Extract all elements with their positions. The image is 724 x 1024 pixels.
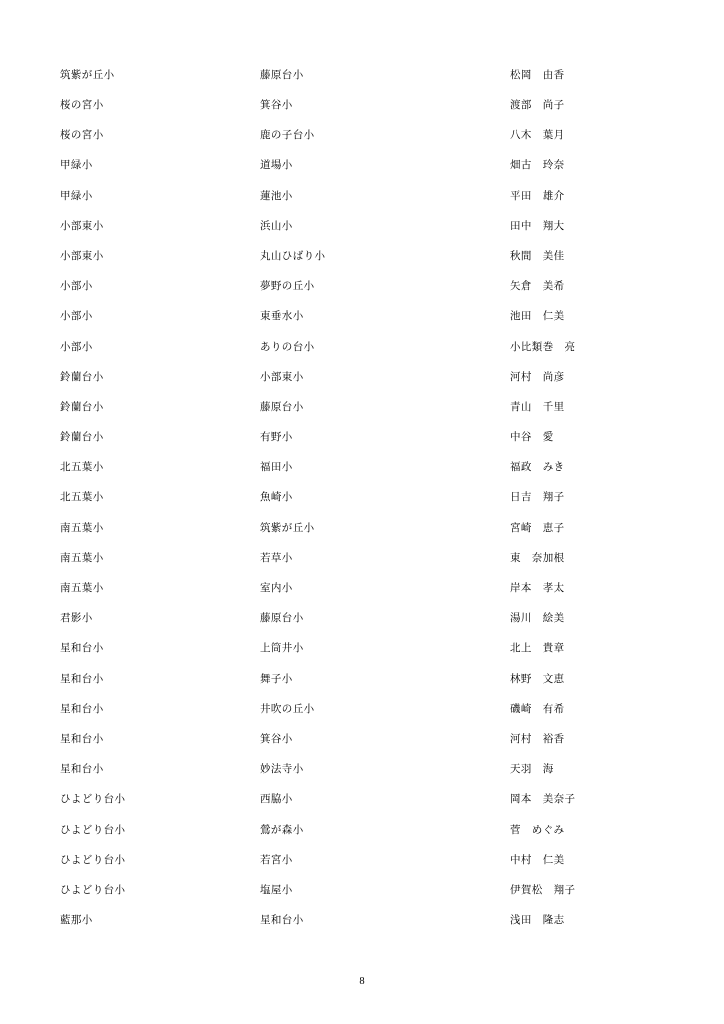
cell-name: 福政 みき [510, 461, 565, 474]
cell-school-b: 東垂水小 [260, 310, 304, 323]
cell-school-a: 星和台小 [60, 763, 104, 776]
table-row [60, 452, 664, 482]
roster-table-body [60, 60, 664, 935]
table-row [60, 151, 664, 181]
table-row [60, 362, 664, 392]
cell-school-a: 筑紫が丘小 [60, 68, 115, 81]
cell-school-a: 君影小 [60, 612, 93, 625]
cell-school-a: 甲緑小 [60, 159, 93, 172]
table-row [60, 241, 664, 271]
cell-name: 岡本 美奈子 [510, 793, 576, 806]
cell-name: 中村 仁美 [510, 853, 565, 866]
cell-school-b: 箕谷小 [260, 732, 293, 745]
table-row [60, 422, 664, 452]
cell-school-b: 夢野の丘小 [260, 280, 315, 293]
cell-school-b: 星和台小 [260, 914, 304, 927]
cell-name: 八木 葉月 [510, 129, 565, 142]
table-row [60, 785, 664, 815]
cell-school-b: 有野小 [260, 431, 293, 444]
cell-school-b: 鶯が森小 [260, 823, 304, 836]
cell-name: 宮崎 恵子 [510, 521, 565, 534]
cell-school-a: 南五葉小 [60, 582, 104, 595]
cell-name: 池田 仁美 [510, 310, 565, 323]
cell-name: 河村 尚彦 [510, 370, 565, 383]
cell-school-a: ひよどり台小 [60, 793, 126, 806]
cell-school-b: 福田小 [260, 461, 293, 474]
cell-school-b: 藤原台小 [260, 612, 304, 625]
cell-school-a: 星和台小 [60, 672, 104, 685]
cell-school-a: 北五葉小 [60, 491, 104, 504]
cell-school-b: 箕谷小 [260, 99, 293, 112]
cell-name: 平田 雄介 [510, 189, 565, 202]
table-row [60, 392, 664, 422]
table-row [60, 181, 664, 211]
cell-school-b: 蓮池小 [260, 189, 293, 202]
cell-name: 天羽 海 [510, 763, 554, 776]
table-row [60, 905, 664, 935]
cell-name: 北上 貴章 [510, 642, 565, 655]
cell-school-b: 浜山小 [260, 219, 293, 232]
cell-school-b: 上筒井小 [260, 642, 304, 655]
cell-school-b: 小部東小 [260, 370, 304, 383]
cell-school-a: 桜の宮小 [60, 129, 104, 142]
cell-school-a: ひよどり台小 [60, 883, 126, 896]
cell-school-b: 筑紫が丘小 [260, 521, 315, 534]
cell-school-a: 小部東小 [60, 249, 104, 262]
cell-school-a: 鈴蘭台小 [60, 370, 104, 383]
cell-school-b: 藤原台小 [260, 400, 304, 413]
cell-school-a: 南五葉小 [60, 521, 104, 534]
table-row [60, 120, 664, 150]
cell-name: 小比類巻 亮 [510, 340, 576, 353]
table-row [60, 90, 664, 120]
cell-name: 秋間 美佳 [510, 249, 565, 262]
table-row [60, 754, 664, 784]
table-row [60, 845, 664, 875]
cell-school-a: 小部東小 [60, 219, 104, 232]
cell-school-b: 室内小 [260, 582, 293, 595]
cell-school-b: 若草小 [260, 551, 293, 564]
cell-school-b: 舞子小 [260, 672, 293, 685]
cell-school-a: 小部小 [60, 340, 93, 353]
cell-school-b: 西脇小 [260, 793, 293, 806]
cell-school-a: 甲緑小 [60, 189, 93, 202]
cell-name: 田中 翔大 [510, 219, 565, 232]
cell-name: 中谷 愛 [510, 431, 554, 444]
cell-name: 林野 文恵 [510, 672, 565, 685]
cell-school-a: ひよどり台小 [60, 823, 126, 836]
table-row [60, 724, 664, 754]
cell-name: 東 奈加根 [510, 551, 565, 564]
table-row [60, 60, 664, 90]
cell-school-b: 井吹の丘小 [260, 702, 315, 715]
cell-school-a: 小部小 [60, 310, 93, 323]
table-row [60, 573, 664, 603]
cell-school-a: 小部小 [60, 280, 93, 293]
cell-school-b: 塩屋小 [260, 883, 293, 896]
cell-name: 矢倉 美希 [510, 280, 565, 293]
table-row [60, 694, 664, 724]
cell-school-a: 北五葉小 [60, 461, 104, 474]
cell-school-a: ひよどり台小 [60, 853, 126, 866]
cell-school-b: 道場小 [260, 159, 293, 172]
roster-table [60, 60, 664, 935]
table-row [60, 302, 664, 332]
table-row [60, 875, 664, 905]
cell-school-b: 丸山ひばり小 [260, 249, 326, 262]
table-row [60, 483, 664, 513]
table-row [60, 211, 664, 241]
cell-school-a: 南五葉小 [60, 551, 104, 564]
cell-name: 湯川 絵美 [510, 612, 565, 625]
table-row [60, 634, 664, 664]
cell-name: 河村 裕香 [510, 732, 565, 745]
table-row [60, 664, 664, 694]
table-row [60, 513, 664, 543]
table-row [60, 543, 664, 573]
cell-name: 浅田 隆志 [510, 914, 565, 927]
cell-school-a: 星和台小 [60, 702, 104, 715]
cell-school-a: 鈴蘭台小 [60, 431, 104, 444]
table-row [60, 332, 664, 362]
cell-school-b: 若宮小 [260, 853, 293, 866]
cell-school-a: 鈴蘭台小 [60, 400, 104, 413]
cell-name: 畑古 玲奈 [510, 159, 565, 172]
cell-name: 菅 めぐみ [510, 823, 565, 836]
table-row [60, 815, 664, 845]
cell-name: 松岡 由香 [510, 68, 565, 81]
cell-school-b: 魚崎小 [260, 491, 293, 504]
cell-school-a: 桜の宮小 [60, 99, 104, 112]
cell-name: 磯崎 有希 [510, 702, 565, 715]
cell-school-b: ありの台小 [260, 340, 315, 353]
cell-school-a: 星和台小 [60, 732, 104, 745]
cell-school-a: 藍那小 [60, 914, 93, 927]
cell-name: 渡部 尚子 [510, 99, 565, 112]
cell-name: 日吉 翔子 [510, 491, 565, 504]
cell-name: 青山 千里 [510, 400, 565, 413]
cell-name: 岸本 孝太 [510, 582, 565, 595]
table-row [60, 271, 664, 301]
cell-school-b: 藤原台小 [260, 68, 304, 81]
page-number: 8 [359, 976, 365, 987]
cell-school-a: 星和台小 [60, 642, 104, 655]
cell-name: 伊賀松 翔子 [510, 883, 576, 896]
cell-school-b: 鹿の子台小 [260, 129, 315, 142]
table-row [60, 603, 664, 633]
cell-school-b: 妙法寺小 [260, 763, 304, 776]
